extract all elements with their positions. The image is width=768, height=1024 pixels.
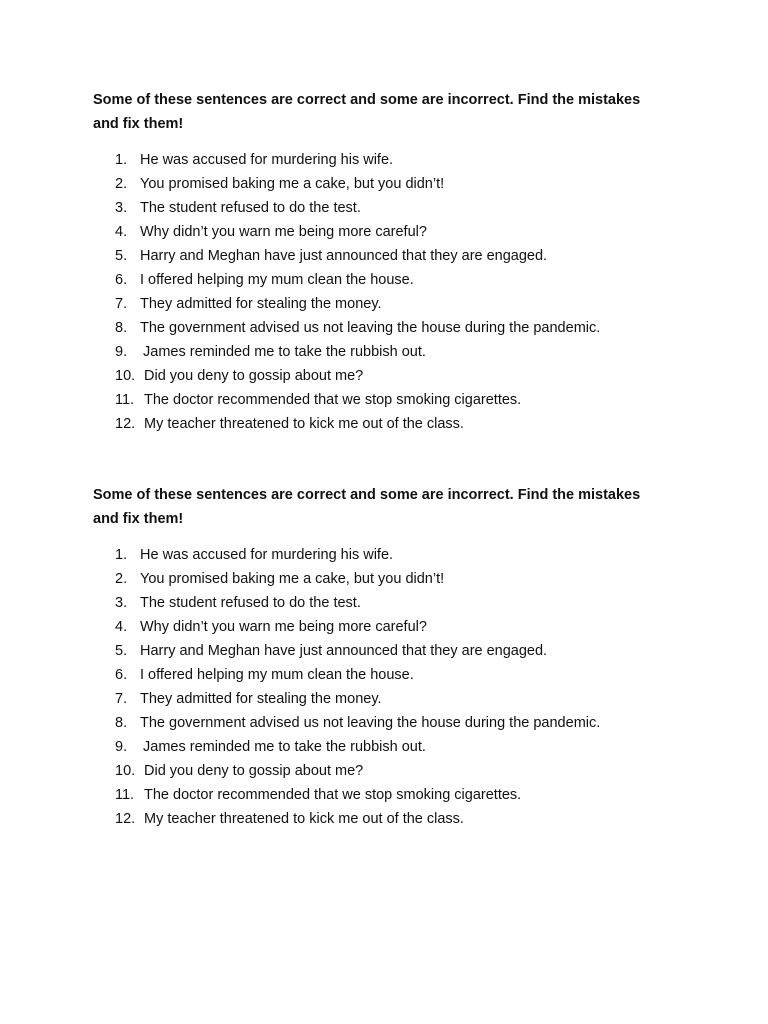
item-number: 6. — [115, 272, 128, 288]
item-number: 10. — [115, 368, 136, 384]
list-item — [93, 783, 713, 807]
item-number: 4. — [115, 619, 128, 635]
item-sentence: Harry and Meghan have just announced that they are engaged. — [140, 643, 548, 659]
item-number: 2. — [115, 176, 128, 192]
item-sentence: I offered helping my mum clean the house. — [140, 272, 414, 288]
item-number: 9. — [115, 344, 128, 360]
item-number: 3. — [115, 200, 128, 216]
list-item — [93, 567, 713, 591]
exercise-instructions: Some of these sentences are correct and some are incorrect. Find the mistakes and fix them! — [93, 487, 641, 527]
exercise-instructions: Some of these sentences are correct and some are incorrect. Find the mistakes and fix them! — [93, 92, 641, 132]
item-sentence: Did you deny to gossip about me? — [144, 368, 364, 384]
item-sentence: They admitted for stealing the money. — [140, 691, 382, 707]
list-item — [93, 663, 713, 687]
list-item — [93, 591, 713, 615]
item-sentence: The doctor recommended that we stop smoking cigarettes. — [144, 787, 522, 803]
item-number: 1. — [115, 547, 128, 563]
item-number: 5. — [115, 643, 128, 659]
item-sentence: James reminded me to take the rubbish out. — [143, 739, 426, 755]
list-item — [93, 340, 713, 364]
exercise-section-2 — [93, 483, 713, 831]
list-item — [93, 615, 713, 639]
item-sentence: James reminded me to take the rubbish out. — [143, 344, 426, 360]
item-number: 8. — [115, 715, 128, 731]
item-number: 2. — [115, 571, 128, 587]
item-number: 1. — [115, 152, 128, 168]
item-number: 6. — [115, 667, 128, 683]
item-number: 7. — [115, 691, 128, 707]
list-item — [93, 148, 713, 172]
sentence-list — [93, 543, 713, 831]
item-number: 5. — [115, 248, 128, 264]
item-sentence: You promised baking me a cake, but you didn’t! — [140, 176, 445, 192]
item-number: 12. — [115, 811, 136, 827]
list-item — [93, 711, 713, 735]
item-sentence: The student refused to do the test. — [140, 595, 361, 611]
item-sentence: Why didn’t you warn me being more careful? — [140, 224, 427, 240]
item-sentence: He was accused for murdering his wife. — [140, 152, 394, 168]
list-item — [93, 364, 713, 388]
item-sentence: My teacher threatened to kick me out of the class. — [144, 416, 464, 432]
item-sentence: The doctor recommended that we stop smoking cigarettes. — [144, 392, 522, 408]
list-item — [93, 172, 713, 196]
item-number: 11. — [115, 787, 135, 803]
item-number: 7. — [115, 296, 128, 312]
list-item — [93, 543, 713, 567]
item-number: 9. — [115, 739, 128, 755]
item-number: 4. — [115, 224, 128, 240]
item-sentence: I offered helping my mum clean the house. — [140, 667, 414, 683]
item-sentence: My teacher threatened to kick me out of the class. — [144, 811, 464, 827]
list-item — [93, 807, 713, 831]
item-sentence: He was accused for murdering his wife. — [140, 547, 394, 563]
item-sentence: The government advised us not leaving the house during the pandemic. — [140, 715, 601, 731]
list-item — [93, 244, 713, 268]
list-item — [93, 639, 713, 663]
list-item — [93, 268, 713, 292]
sentence-list — [93, 148, 713, 436]
item-sentence: The student refused to do the test. — [140, 200, 361, 216]
item-number: 11. — [115, 392, 135, 408]
list-item — [93, 388, 713, 412]
exercise-section-1 — [93, 88, 713, 436]
item-number: 10. — [115, 763, 136, 779]
list-item — [93, 412, 713, 436]
item-number: 8. — [115, 320, 128, 336]
item-number: 3. — [115, 595, 128, 611]
item-sentence: Harry and Meghan have just announced that they are engaged. — [140, 248, 548, 264]
item-sentence: Did you deny to gossip about me? — [144, 763, 364, 779]
list-item — [93, 292, 713, 316]
list-item — [93, 220, 713, 244]
item-number: 12. — [115, 416, 136, 432]
list-item — [93, 316, 713, 340]
list-item — [93, 759, 713, 783]
list-item — [93, 196, 713, 220]
item-sentence: You promised baking me a cake, but you didn’t! — [140, 571, 445, 587]
list-item — [93, 687, 713, 711]
item-sentence: They admitted for stealing the money. — [140, 296, 382, 312]
item-sentence: Why didn’t you warn me being more careful? — [140, 619, 427, 635]
item-sentence: The government advised us not leaving the house during the pandemic. — [140, 320, 601, 336]
list-item — [93, 735, 713, 759]
